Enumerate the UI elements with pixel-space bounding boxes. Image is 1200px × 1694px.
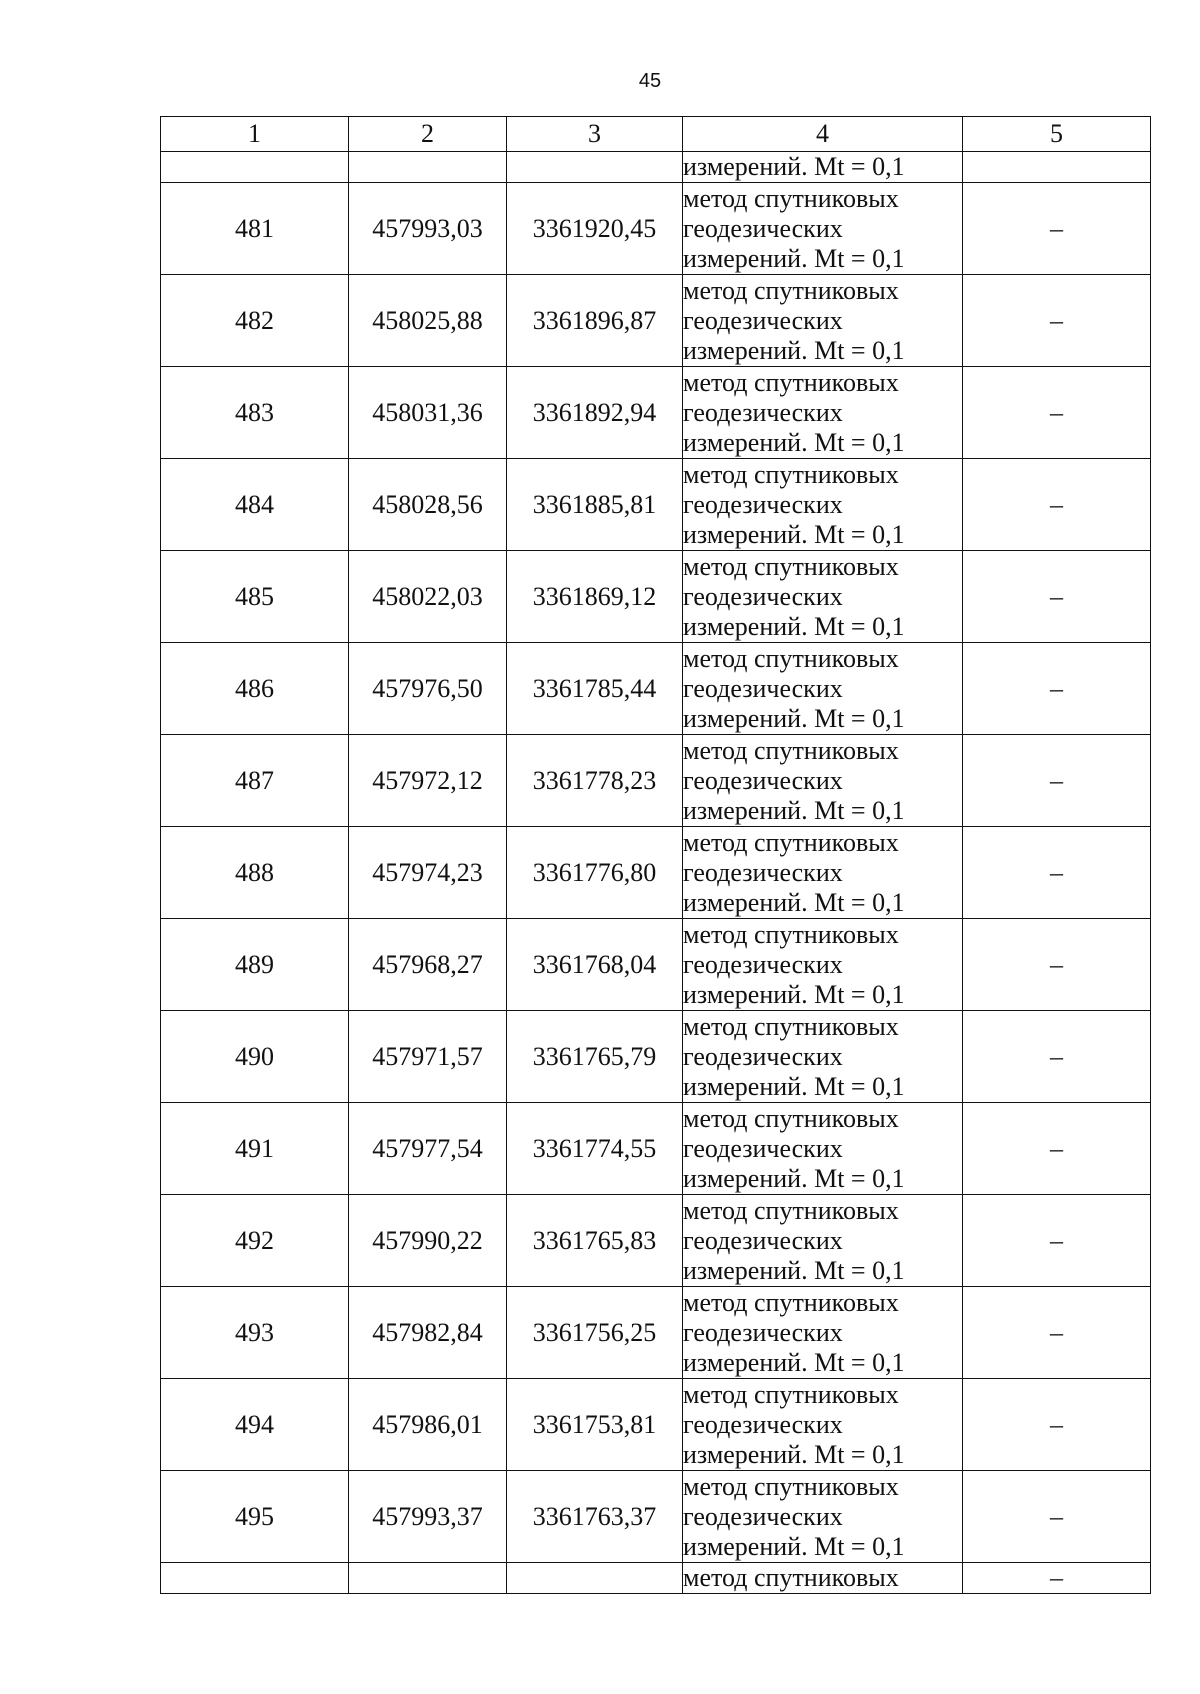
coord-y: 3361892,94 xyxy=(507,367,683,459)
coord-y: 3361765,79 xyxy=(507,1011,683,1103)
coord-x: 457993,37 xyxy=(349,1471,507,1563)
coord-x: 457977,54 xyxy=(349,1103,507,1195)
point-number: 489 xyxy=(161,919,349,1011)
dash-cell: – xyxy=(963,275,1151,367)
dash-cell: – xyxy=(963,1563,1151,1594)
empty-cell xyxy=(507,152,683,183)
coord-y: 3361768,04 xyxy=(507,919,683,1011)
header-cell: 1 xyxy=(161,117,349,152)
coord-y: 3361765,83 xyxy=(507,1195,683,1287)
point-number: 490 xyxy=(161,1011,349,1103)
point-number: 494 xyxy=(161,1379,349,1471)
dash-cell: – xyxy=(963,551,1151,643)
method-line: измерений. Mt = 0,1 xyxy=(683,427,905,457)
dash-cell: – xyxy=(963,1195,1151,1287)
coord-y: 3361776,80 xyxy=(507,827,683,919)
empty-cell xyxy=(349,152,507,183)
table-row xyxy=(161,1011,1151,1103)
method-line: измерений. Mt = 0,1 xyxy=(683,1071,905,1101)
coord-x: 457976,50 xyxy=(349,643,507,735)
dash-cell: – xyxy=(963,367,1151,459)
method-line: измерений. Mt = 0,1 xyxy=(683,979,905,1009)
table-row xyxy=(161,459,1151,551)
method-line: метод спутниковых xyxy=(683,1195,899,1225)
method-line: измерений. Mt = 0,1 xyxy=(683,795,905,825)
method-line: геодезических xyxy=(683,857,843,887)
method-line: геодезических xyxy=(683,397,843,427)
page-number: 45 xyxy=(638,70,662,92)
method-cell xyxy=(683,1103,963,1195)
coord-y: 3361896,87 xyxy=(507,275,683,367)
coord-x: 457986,01 xyxy=(349,1379,507,1471)
method-cell xyxy=(683,643,963,735)
table-row xyxy=(161,1103,1151,1195)
method-cell xyxy=(683,1287,963,1379)
empty-cell xyxy=(963,152,1151,183)
point-number: 485 xyxy=(161,551,349,643)
method-line: геодезических xyxy=(683,1225,843,1255)
point-number: 483 xyxy=(161,367,349,459)
header-row xyxy=(161,117,1151,152)
coord-x: 457982,84 xyxy=(349,1287,507,1379)
empty-cell xyxy=(161,152,349,183)
table-row xyxy=(161,275,1151,367)
method-cell xyxy=(683,735,963,827)
method-line: измерений. Mt = 0,1 xyxy=(683,1163,905,1193)
method-cell: метод спутниковых xyxy=(683,1563,963,1594)
coord-x: 457968,27 xyxy=(349,919,507,1011)
method-cell xyxy=(683,367,963,459)
point-number: 484 xyxy=(161,459,349,551)
coord-y: 3361920,45 xyxy=(507,183,683,275)
table-row xyxy=(161,1195,1151,1287)
method-line: измерений. Mt = 0,1 xyxy=(683,1255,905,1285)
method-line: метод спутниковых xyxy=(683,1103,899,1133)
dash-cell: – xyxy=(963,827,1151,919)
continuation-row-bottom xyxy=(161,1563,1151,1594)
header-cell: 4 xyxy=(683,117,963,152)
method-line: геодезических xyxy=(683,673,843,703)
method-line: измерений. Mt = 0,1 xyxy=(683,703,905,733)
method-line: геодезических xyxy=(683,1041,843,1071)
method-cell xyxy=(683,275,963,367)
method-line: геодезических xyxy=(683,581,843,611)
point-number: 491 xyxy=(161,1103,349,1195)
table-row xyxy=(161,735,1151,827)
continuation-row-top xyxy=(161,152,1151,183)
coord-x: 457993,03 xyxy=(349,183,507,275)
header-cell: 3 xyxy=(507,117,683,152)
method-cell xyxy=(683,551,963,643)
method-line: измерений. Mt = 0,1 xyxy=(683,1531,905,1561)
coord-y: 3361778,23 xyxy=(507,735,683,827)
method-line: метод спутниковых xyxy=(683,735,899,765)
dash-cell: – xyxy=(963,735,1151,827)
point-number: 495 xyxy=(161,1471,349,1563)
empty-cell xyxy=(161,1563,349,1594)
method-line: измерений. Mt = 0,1 xyxy=(683,1347,905,1377)
method-line: метод спутниковых xyxy=(683,919,899,949)
method-line: геодезических xyxy=(683,1317,843,1347)
table-row xyxy=(161,919,1151,1011)
method-line: измерений. Mt = 0,1 xyxy=(683,335,905,365)
coordinates-table xyxy=(160,116,1151,1594)
dash-cell: – xyxy=(963,1011,1151,1103)
coord-x: 458028,56 xyxy=(349,459,507,551)
header-cell: 5 xyxy=(963,117,1151,152)
method-cell: измерений. Mt = 0,1 xyxy=(683,152,963,183)
method-line: метод спутниковых xyxy=(683,551,899,581)
method-cell xyxy=(683,1379,963,1471)
method-line: геодезических xyxy=(683,765,843,795)
coord-x: 458022,03 xyxy=(349,551,507,643)
point-number: 486 xyxy=(161,643,349,735)
empty-cell xyxy=(349,1563,507,1594)
dash-cell: – xyxy=(963,183,1151,275)
method-line: геодезических xyxy=(683,213,843,243)
coord-y: 3361753,81 xyxy=(507,1379,683,1471)
method-line: метод спутниковых xyxy=(683,183,899,213)
point-number: 487 xyxy=(161,735,349,827)
coord-x: 458031,36 xyxy=(349,367,507,459)
coord-x: 457974,23 xyxy=(349,827,507,919)
coord-y: 3361774,55 xyxy=(507,1103,683,1195)
point-number: 493 xyxy=(161,1287,349,1379)
table-row xyxy=(161,551,1151,643)
method-line: метод спутниковых xyxy=(683,1379,899,1409)
method-cell xyxy=(683,1011,963,1103)
point-number: 481 xyxy=(161,183,349,275)
method-line: метод спутниковых xyxy=(683,275,899,305)
coord-x: 457972,12 xyxy=(349,735,507,827)
point-number: 492 xyxy=(161,1195,349,1287)
coord-y: 3361756,25 xyxy=(507,1287,683,1379)
coord-y: 3361869,12 xyxy=(507,551,683,643)
method-line: измерений. Mt = 0,1 xyxy=(683,611,905,641)
method-line: метод спутниковых xyxy=(683,643,899,673)
method-line: измерений. Mt = 0,1 xyxy=(683,243,905,273)
dash-cell: – xyxy=(963,459,1151,551)
method-line: метод спутниковых xyxy=(683,459,899,489)
method-line: метод спутниковых xyxy=(683,827,899,857)
table-row xyxy=(161,367,1151,459)
method-line: измерений. Mt = 0,1 xyxy=(683,519,905,549)
dash-cell: – xyxy=(963,1379,1151,1471)
header-cell: 2 xyxy=(349,117,507,152)
table-row xyxy=(161,827,1151,919)
method-cell xyxy=(683,183,963,275)
method-cell xyxy=(683,919,963,1011)
method-line: геодезических xyxy=(683,1133,843,1163)
point-number: 482 xyxy=(161,275,349,367)
point-number: 488 xyxy=(161,827,349,919)
method-line: измерений. Mt = 0,1 xyxy=(683,1439,905,1469)
method-line: метод спутниковых xyxy=(683,1287,899,1317)
table-row xyxy=(161,183,1151,275)
dash-cell: – xyxy=(963,1471,1151,1563)
table-row xyxy=(161,1379,1151,1471)
table-row xyxy=(161,643,1151,735)
empty-cell xyxy=(507,1563,683,1594)
dash-cell: – xyxy=(963,1103,1151,1195)
coord-x: 457990,22 xyxy=(349,1195,507,1287)
method-line: геодезических xyxy=(683,305,843,335)
method-line: геодезических xyxy=(683,949,843,979)
method-line: метод спутниковых xyxy=(683,367,899,397)
method-cell xyxy=(683,1471,963,1563)
coord-x: 457971,57 xyxy=(349,1011,507,1103)
method-line: геодезических xyxy=(683,1409,843,1439)
table-row xyxy=(161,1287,1151,1379)
method-line: геодезических xyxy=(683,1501,843,1531)
coord-y: 3361763,37 xyxy=(507,1471,683,1563)
method-line: метод спутниковых xyxy=(683,1011,899,1041)
coord-y: 3361885,81 xyxy=(507,459,683,551)
method-line: геодезических xyxy=(683,489,843,519)
method-cell xyxy=(683,459,963,551)
dash-cell: – xyxy=(963,643,1151,735)
dash-cell: – xyxy=(963,1287,1151,1379)
coord-x: 458025,88 xyxy=(349,275,507,367)
dash-cell: – xyxy=(963,919,1151,1011)
method-cell xyxy=(683,827,963,919)
table-row xyxy=(161,1471,1151,1563)
method-cell xyxy=(683,1195,963,1287)
method-line: измерений. Mt = 0,1 xyxy=(683,887,905,917)
coord-y: 3361785,44 xyxy=(507,643,683,735)
method-line: метод спутниковых xyxy=(683,1471,899,1501)
